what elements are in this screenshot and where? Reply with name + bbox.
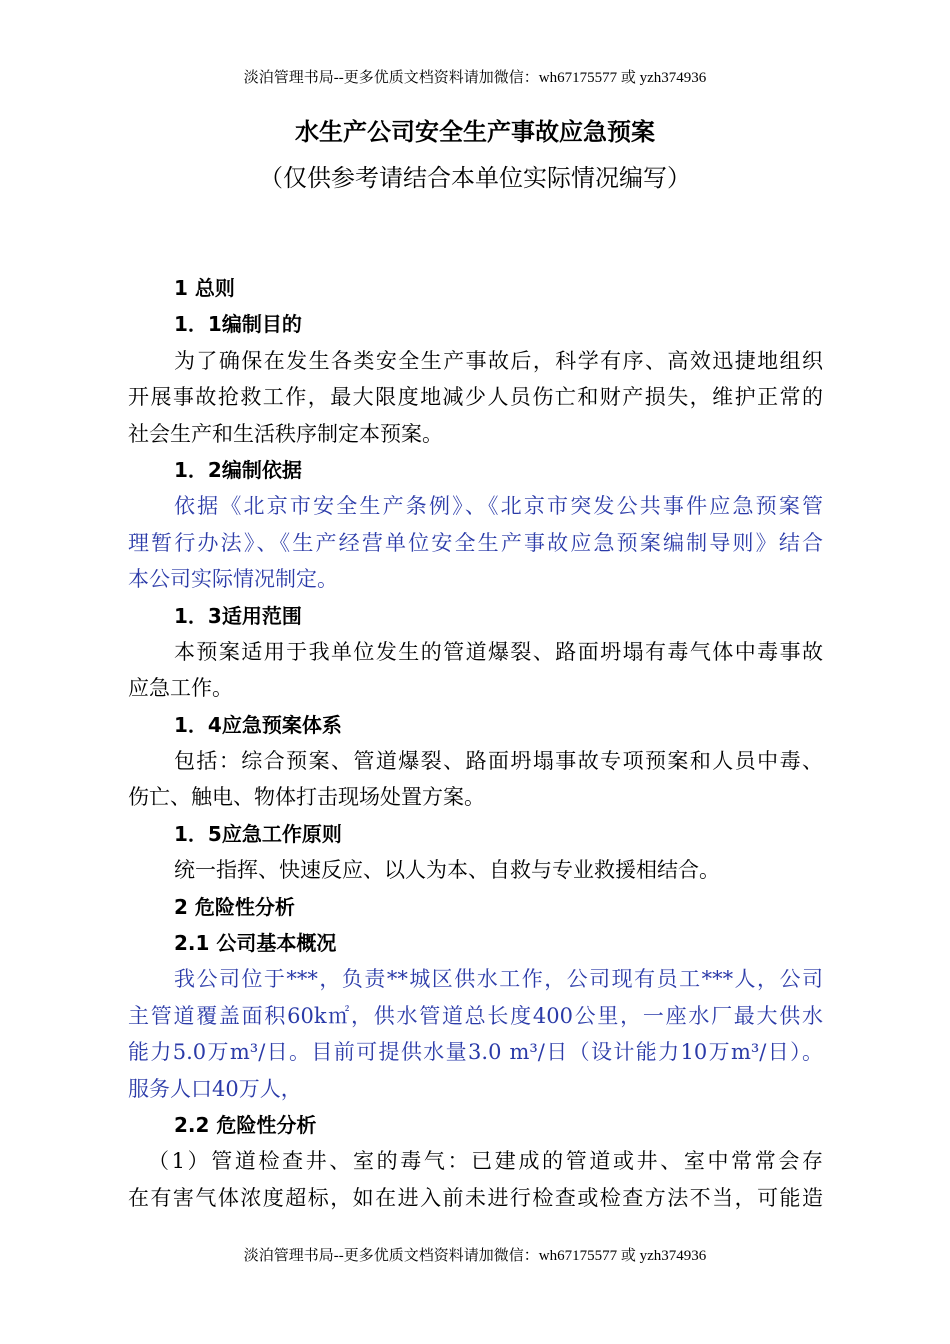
paragraph-line: 社会生产和生活秩序制定本预案。 <box>128 421 443 446</box>
paragraph-line: 在有害气体浓度超标，如在进入前未进行检查或检查方法不当，可能造 <box>128 1185 823 1210</box>
paragraph-line: 开展事故抢救工作，最大限度地减少人员伤亡和财产损失，维护正常的 <box>128 385 823 410</box>
paragraph-line: 主管道覆盖面积60k㎡，供水管道总长度400公里，一座水厂最大供水 <box>128 1003 823 1028</box>
paragraph-line: 依据《北京市安全生产条例》、《北京市突发公共事件应急预案管 <box>174 494 823 519</box>
paragraph-line: 包括：综合预案、管道爆裂、路面坍塌事故专项预案和人员中毒、 <box>174 749 823 774</box>
document-body <box>128 270 823 1216</box>
paragraph-line: 应急工作。 <box>128 676 233 701</box>
document-title: 水生产公司安全生产事故应急预案 <box>295 118 655 146</box>
paragraph-line: 服务人口40万人， <box>128 1076 302 1101</box>
document-subtitle: （仅供参考请结合本单位实际情况编写） <box>259 164 691 192</box>
page-header: 淡泊管理书局--更多优质文档资料请加微信：wh67175577 或 yzh374936 <box>243 70 707 86</box>
paragraph-line: 统一指挥、快速反应、以人为本、自救与专业救援相结合。 <box>174 858 720 883</box>
paragraph-line: 理暂行办法》、《生产经营单位安全生产事故应急预案编制导则》结合 <box>128 530 823 555</box>
paragraph-line: 本公司实际情况制定。 <box>128 567 338 592</box>
paragraph-line: （1）管道检查井、室的毒气：已建成的管道或井、室中常常会存 <box>148 1149 823 1174</box>
paragraph-line: 伤亡、触电、物体打击现场处置方案。 <box>128 785 485 810</box>
paragraph-line: 能力5.0万m³/日。目前可提供水量3.0 m³/日（设计能力10万m³/日）。 <box>128 1040 823 1065</box>
subsection-heading-1-5: 1．5应急工作原则 <box>174 821 342 846</box>
subsection-heading-1-3: 1．3适用范围 <box>174 603 302 628</box>
paragraph-line: 为了确保在发生各类安全生产事故后，科学有序、高效迅捷地组织 <box>174 348 823 373</box>
section-heading-1: 1 总则 <box>174 276 235 300</box>
subsection-heading-1-2: 1．2编制依据 <box>174 457 302 482</box>
subsection-heading-2-2: 2.2 危险性分析 <box>174 1112 317 1137</box>
paragraph-line: 我公司位于***，负责**城区供水工作，公司现有员工***人，公司 <box>174 967 823 992</box>
page-footer: 淡泊管理书局--更多优质文档资料请加微信：wh67175577 或 yzh374936 <box>243 1248 707 1264</box>
section-heading-2: 2 危险性分析 <box>174 894 295 919</box>
subsection-heading-1-4: 1．4应急预案体系 <box>174 712 342 737</box>
paragraph-line: 本预案适用于我单位发生的管道爆裂、路面坍塌有毒气体中毒事故 <box>174 639 823 664</box>
subsection-heading-1-1: 1．1编制目的 <box>174 312 302 337</box>
subsection-heading-2-1: 2.1 公司基本概况 <box>174 931 337 956</box>
